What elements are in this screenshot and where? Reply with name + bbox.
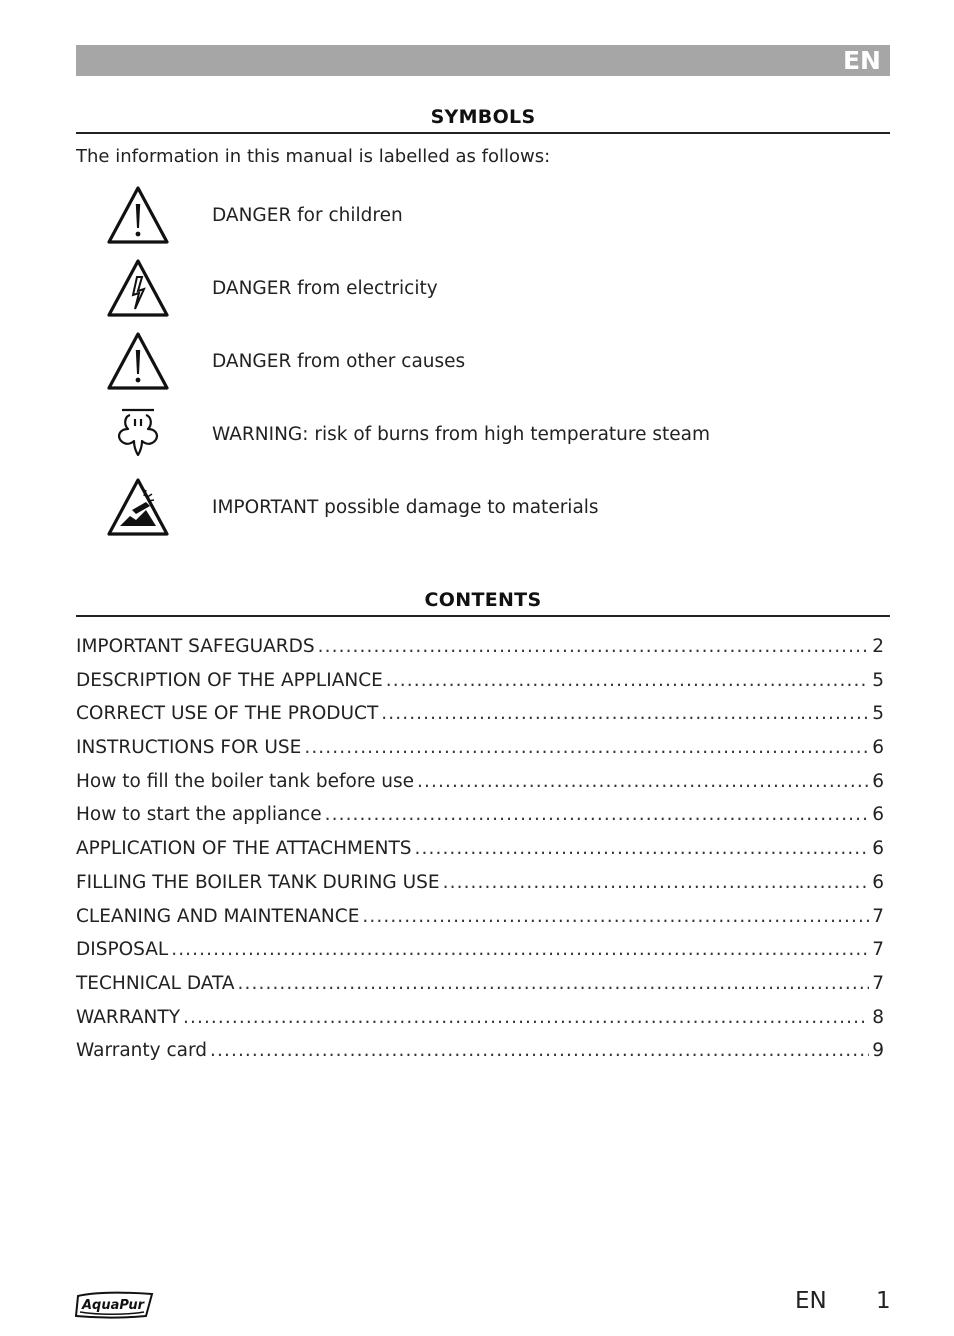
toc-entry-title: DISPOSAL — [76, 939, 169, 961]
toc-leader-dots — [304, 737, 869, 758]
toc-leader-dots — [443, 872, 870, 893]
toc-entry-page: 6 — [872, 737, 884, 759]
symbol-label: WARNING: risk of burns from high temperature steam — [212, 424, 711, 445]
toc-entry — [76, 872, 884, 906]
language-header-bar — [76, 45, 890, 76]
footer-language-code: EN — [795, 1288, 827, 1314]
toc-entry-title: How to fill the boiler tank before use — [76, 770, 415, 792]
toc-entry-title: CLEANING AND MAINTENANCE — [76, 905, 360, 927]
symbols-intro: The information in this manual is labelled as follows: — [76, 146, 551, 167]
symbol-row-steam — [76, 403, 890, 469]
toc-leader-dots — [417, 771, 869, 792]
toc-entry-title: How to start the appliance — [76, 804, 322, 826]
hot-steam-icon — [106, 403, 170, 467]
toc-entry — [76, 1007, 884, 1041]
warning-triangle-icon — [106, 184, 170, 248]
contents-divider — [76, 615, 890, 617]
toc-entry-page: 6 — [872, 804, 884, 826]
toc-entry-page: 6 — [872, 838, 884, 860]
toc-leader-dots — [362, 906, 869, 927]
toc-entry — [76, 939, 884, 973]
toc-entry-title: CORRECT USE OF THE PRODUCT — [76, 703, 379, 725]
toc-entry-page: 5 — [872, 669, 884, 691]
toc-entry — [76, 670, 884, 704]
toc-entry-title: DESCRIPTION OF THE APPLIANCE — [76, 669, 383, 691]
toc-entry-title: FILLING THE BOILER TANK DURING USE — [76, 871, 440, 893]
toc-entry — [76, 703, 884, 737]
contents-heading: CONTENTS — [424, 589, 542, 611]
toc-entry-page: 7 — [872, 972, 884, 994]
toc-entry-page: 6 — [872, 770, 884, 792]
toc-entry — [76, 1040, 884, 1074]
toc-entry-title: INSTRUCTIONS FOR USE — [76, 737, 302, 759]
toc-entry-page: 6 — [872, 871, 884, 893]
toc-entry — [76, 973, 884, 1007]
toc-leader-dots — [381, 703, 869, 724]
symbol-label: DANGER for children — [212, 205, 403, 226]
page-number: 1 — [876, 1288, 891, 1314]
symbol-row-other-causes — [76, 330, 890, 396]
toc-entry-page: 7 — [872, 939, 884, 961]
toc-entry-title: TECHNICAL DATA — [76, 972, 235, 994]
symbol-row-children — [76, 184, 890, 250]
toc-entry — [76, 906, 884, 940]
toc-entry-title: Warranty card — [76, 1040, 208, 1062]
language-code: EN — [842, 46, 881, 75]
symbol-label: IMPORTANT possible damage to materials — [212, 497, 599, 518]
toc-entry-page: 9 — [872, 1040, 884, 1062]
symbols-heading: SYMBOLS — [430, 106, 536, 128]
toc-entry-page: 7 — [872, 905, 884, 927]
toc-entry — [76, 636, 884, 670]
toc-leader-dots — [183, 1007, 869, 1028]
toc-entry-page: 2 — [872, 636, 884, 657]
toc-entry-page: 5 — [872, 703, 884, 725]
toc-entry — [76, 804, 884, 838]
warning-triangle-icon — [106, 330, 170, 394]
aquapur-logo — [74, 1288, 156, 1322]
toc-leader-dots — [325, 804, 870, 825]
toc-entry-title: WARRANTY — [76, 1006, 180, 1028]
toc-entry-title: APPLICATION OF THE ATTACHMENTS — [76, 838, 412, 860]
toc-entry — [76, 838, 884, 872]
toc-leader-dots — [210, 1040, 869, 1061]
symbol-label: DANGER from electricity — [212, 278, 438, 299]
toc-leader-dots — [415, 838, 870, 859]
symbol-row-electricity — [76, 257, 890, 323]
logo-text: AquaPur — [81, 1298, 146, 1313]
toc-entry-title: IMPORTANT SAFEGUARDS — [76, 636, 315, 657]
electric-hazard-icon — [106, 257, 170, 321]
toc-leader-dots — [318, 636, 870, 657]
toc-entry-page: 8 — [872, 1006, 884, 1028]
toc-leader-dots — [238, 973, 870, 994]
toc-entry — [76, 771, 884, 805]
symbol-label: DANGER from other causes — [212, 351, 466, 372]
material-damage-icon — [106, 476, 170, 540]
symbol-row-material-damage — [76, 476, 890, 542]
table-of-contents — [76, 636, 884, 1074]
symbols-divider — [76, 132, 890, 134]
toc-leader-dots — [386, 670, 869, 691]
toc-entry — [76, 737, 884, 771]
toc-leader-dots — [171, 939, 869, 960]
